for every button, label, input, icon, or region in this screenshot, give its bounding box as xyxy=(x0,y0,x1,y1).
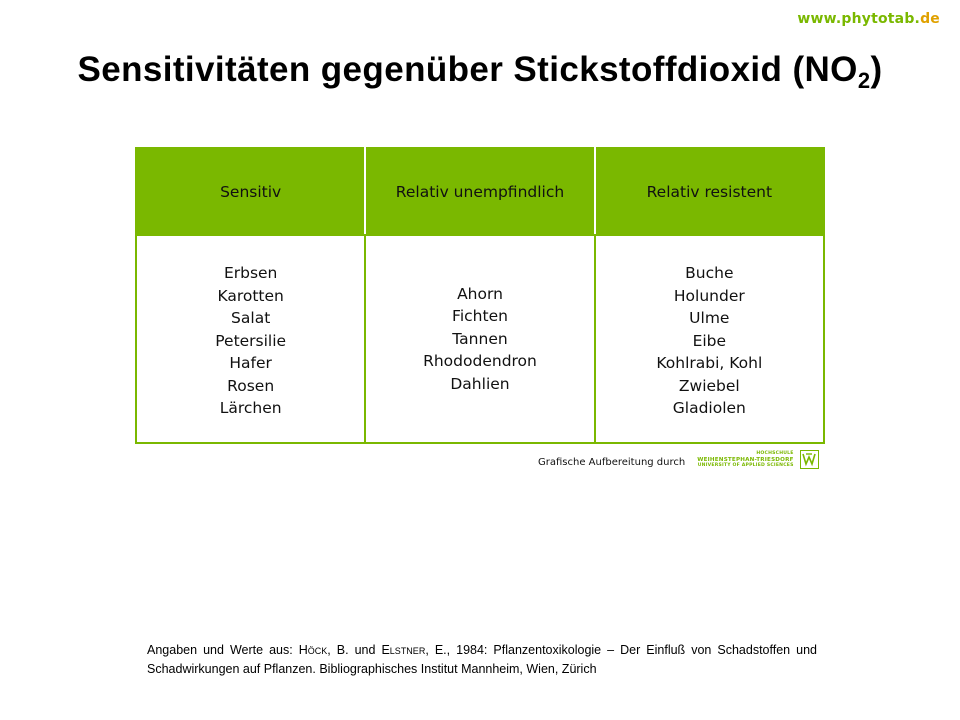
list-item: Eibe xyxy=(692,331,727,350)
list-item: Dahlien xyxy=(450,374,510,393)
page-title-suffix: ) xyxy=(870,50,883,89)
list-item: Fichten xyxy=(452,307,508,326)
list-item: Hafer xyxy=(229,354,272,372)
graphics-credit-text: Grafische Aufbereitung durch xyxy=(538,457,686,468)
page-title-subscript: 2 xyxy=(857,68,871,93)
list-item: Ahorn xyxy=(457,284,503,303)
column-header-sensitive: Sensitiv xyxy=(136,148,365,235)
table-header-row xyxy=(136,148,824,235)
list-item: Rhododendron xyxy=(423,352,537,371)
column-header-relatively-insensitive: Relativ unempfindlich xyxy=(365,148,594,235)
university-logo-wordmark xyxy=(697,451,793,469)
list-item: Karotten xyxy=(217,286,284,305)
list-item: Salat xyxy=(231,309,271,327)
graphics-credit xyxy=(538,450,819,469)
list-item: Rosen xyxy=(227,376,275,395)
list-item: Lärchen xyxy=(219,399,282,417)
brand-url-main: www.phytotab. xyxy=(797,11,921,27)
university-logo-line2: WEIHENSTEPHAN-TRIESDORF xyxy=(697,456,794,463)
table-row xyxy=(136,235,824,443)
source-rest: , E., 1984: Pflanzentoxikologie – Der Einfluß von Schadstoffen und Schadwirkungen auf Pflanzen. Bibliographisches Institut Mannheim, Wien, Zürich xyxy=(147,643,817,676)
page-title xyxy=(0,50,960,93)
cell-sensitive xyxy=(136,235,365,443)
list-item: Buche xyxy=(685,264,734,282)
sensitivity-table xyxy=(135,147,825,444)
brand-url-tld: de xyxy=(920,11,940,27)
cell-relatively-resistant xyxy=(595,235,824,443)
source-citation xyxy=(147,641,817,679)
brand-url xyxy=(797,11,940,27)
list-item: Holunder xyxy=(673,286,745,305)
page-title-text: Sensitivitäten gegenüber Stickstoffdioxid (NO xyxy=(77,50,858,89)
university-logo-line3: UNIVERSITY OF APPLIED SCIENCES xyxy=(697,462,794,468)
list-item: Gladiolen xyxy=(672,399,746,417)
source-prefix: Angaben und Werte aus: xyxy=(147,643,299,657)
cell-relatively-insensitive xyxy=(365,235,594,443)
list-item: Erbsen xyxy=(223,264,278,282)
list-item: Tannen xyxy=(452,329,508,348)
list-item: Petersilie xyxy=(215,331,287,350)
source-author1: Höck xyxy=(298,643,328,657)
list-item: Ulme xyxy=(689,309,730,327)
university-logo-mark-icon xyxy=(800,450,819,469)
university-logo-line1: HOCHSCHULE xyxy=(756,450,794,456)
list-item: Zwiebel xyxy=(678,376,740,395)
source-author2: Elstner xyxy=(381,643,426,657)
list-item: Kohlrabi, Kohl xyxy=(656,354,763,372)
column-header-relatively-resistant: Relativ resistent xyxy=(595,148,824,235)
source-mid: , B. und xyxy=(327,643,382,657)
university-logo xyxy=(697,450,818,469)
